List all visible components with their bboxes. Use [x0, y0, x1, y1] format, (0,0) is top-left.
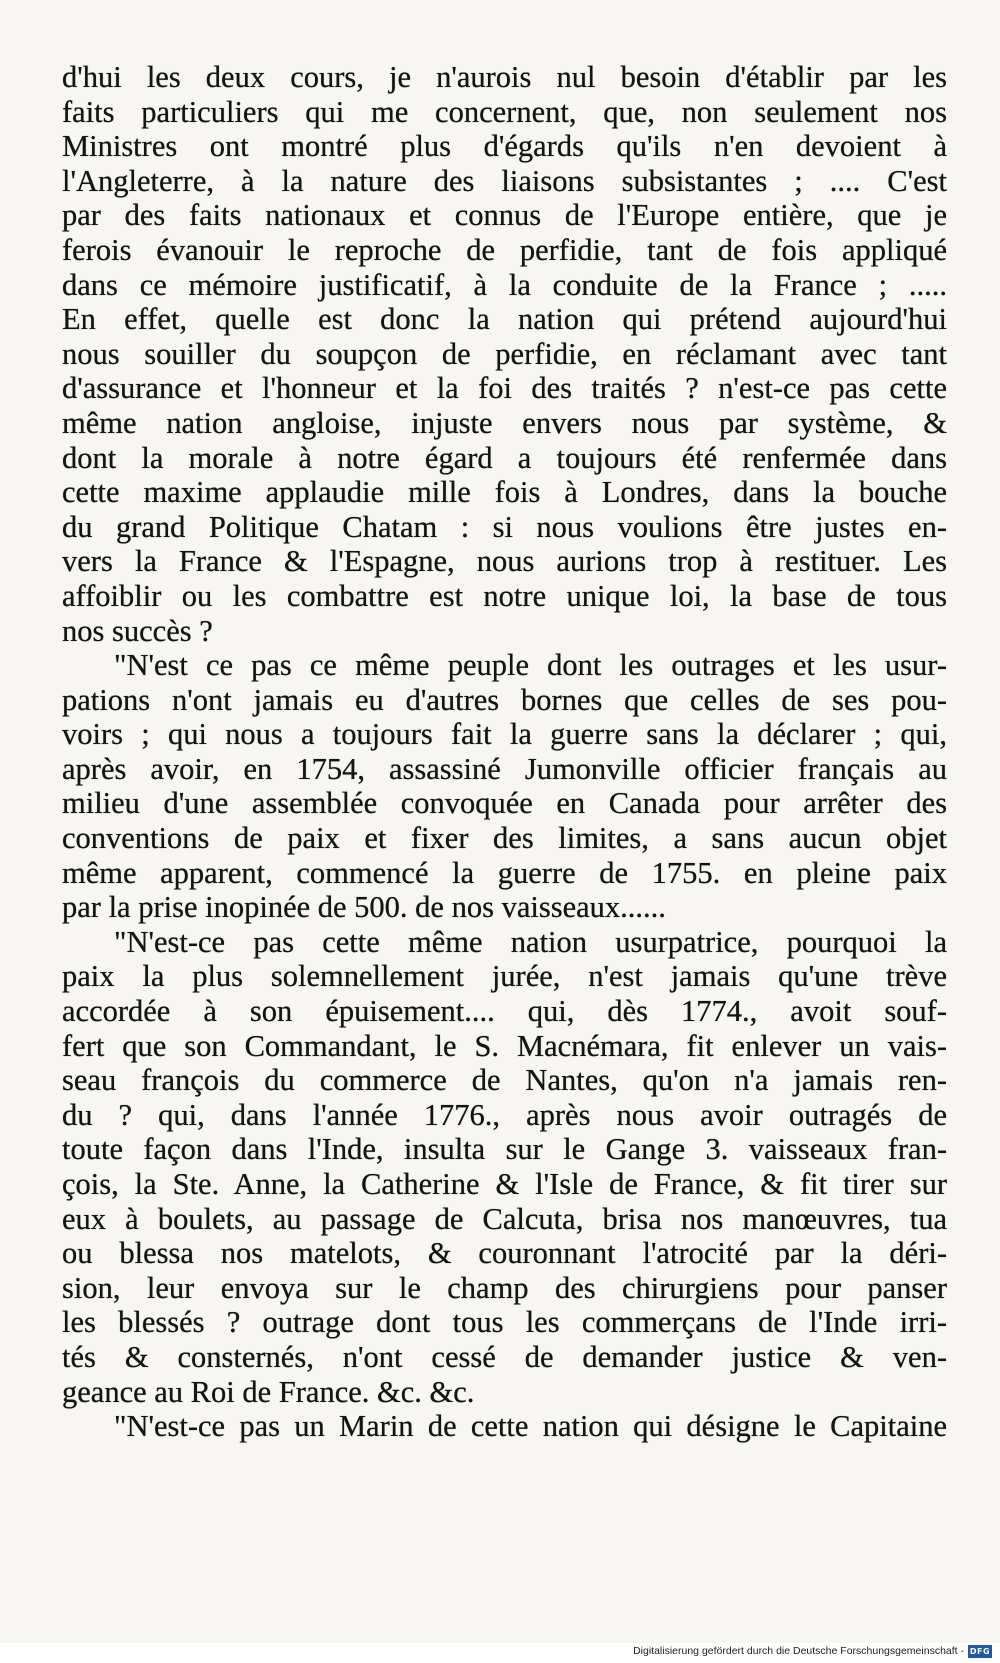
text-line: paix la plus solemnellement jurée, n'est jamais qu'une trève: [62, 959, 947, 994]
text-line: tés & consternés, n'ont cessé de demander justice & ven-: [62, 1339, 947, 1374]
text-line: d'assurance et l'honneur et la foi des traités ? n'est-ce pas cette: [62, 371, 947, 406]
text-line: nous souiller du soupçon de perfidie, en réclamant avec tant: [62, 336, 947, 371]
digitization-footer: [633, 1642, 992, 1660]
text-line: vers la France & l'Espagne, nous aurions trop à restituer. Les: [62, 544, 947, 579]
text-line: eux à boulets, au passage de Calcuta, brisa nos manœuvres, tua: [62, 1201, 947, 1236]
text-line: toute façon dans l'Inde, insulta sur le Gange 3. vaisseaux fran-: [62, 1132, 947, 1167]
text-line: sion, leur envoya sur le champ des chirurgiens pour panser: [62, 1270, 947, 1305]
text-line: du ? qui, dans l'année 1776., après nous avoir outragés de: [62, 1097, 947, 1132]
text-line: les blessés ? outrage dont tous les commerçans de l'Inde irri-: [62, 1305, 947, 1340]
text-line: voirs ; qui nous a toujours fait la guerre sans la déclarer ; qui,: [62, 717, 947, 752]
text-line: après avoir, en 1754, assassiné Jumonville officier français au: [62, 751, 947, 786]
text-line: même apparent, commencé la guerre de 1755. en pleine paix: [62, 855, 947, 890]
text-line: çois, la Ste. Anne, la Catherine & l'Isle de France, & fit tirer sur: [62, 1167, 947, 1201]
text-line: "N'est-ce pas cette même nation usurpatrice, pourquoi la: [114, 924, 947, 959]
text-line: l'Angleterre, à la nature des liaisons subsistantes ; .... C'est: [62, 163, 947, 198]
text-line: ou blessa nos matelots, & couronnant l'atrocité par la déri-: [62, 1236, 947, 1271]
text-line: même nation angloise, injuste envers nous par système, &: [62, 405, 947, 440]
text-line: dont la morale à notre égard a toujours été renfermée dans: [62, 440, 947, 475]
text-line: nos succès ?: [62, 613, 213, 648]
text-line: seau françois du commerce de Nantes, qu'on n'a jamais ren-: [62, 1063, 947, 1098]
page-text: [62, 60, 947, 1444]
text-line: par des faits nationaux et connus de l'Europe entière, que je: [62, 198, 947, 233]
text-line: milieu d'une assemblée convoquée en Canada pour arrêter des: [62, 786, 947, 821]
footer-credit: Digitalisierung gefördert durch die Deutsche Forschungsgemeinschaft -: [633, 1645, 964, 1657]
text-line: cette maxime applaudie mille fois à Londres, dans la bouche: [62, 475, 947, 510]
text-line: geance au Roi de France. &c. &c.: [62, 1374, 475, 1409]
text-line: pations n'ont jamais eu d'autres bornes que celles de ses pou-: [62, 682, 947, 717]
text-line: faits particuliers qui me concernent, que, non seulement nos: [62, 94, 947, 129]
text-line: du grand Politique Chatam : si nous voulions être justes en-: [62, 509, 947, 544]
text-line: fert que son Commandant, le S. Macnémara, fit enlever un vais-: [62, 1028, 947, 1063]
text-line: par la prise inopinée de 500. de nos vaisseaux......: [62, 890, 666, 925]
text-line: affoiblir ou les combattre est notre unique loi, la base de tous: [62, 578, 947, 613]
text-line: Ministres ont montré plus d'égards qu'ils n'en devoient à: [62, 129, 947, 164]
dfg-logo-icon: DFG: [969, 1646, 991, 1656]
text-line: "N'est ce pas ce même peuple dont les outrages et les usur-: [114, 648, 947, 683]
text-line: ferois évanouir le reproche de perfidie, tant de fois appliqué: [62, 232, 947, 267]
text-line: "N'est-ce pas un Marin de cette nation qui désigne le Capitaine: [114, 1409, 947, 1444]
text-line: En effet, quelle est donc la nation qui prétend aujourd'hui: [62, 302, 947, 337]
text-line: d'hui les deux cours, je n'aurois nul besoin d'établir par les: [62, 60, 947, 94]
text-line: accordée à son épuisement.... qui, dès 1774., avoit souf-: [62, 994, 947, 1029]
text-line: conventions de paix et fixer des limites, a sans aucun objet: [62, 821, 947, 856]
text-line: dans ce mémoire justificatif, à la conduite de la France ; .....: [62, 267, 947, 302]
